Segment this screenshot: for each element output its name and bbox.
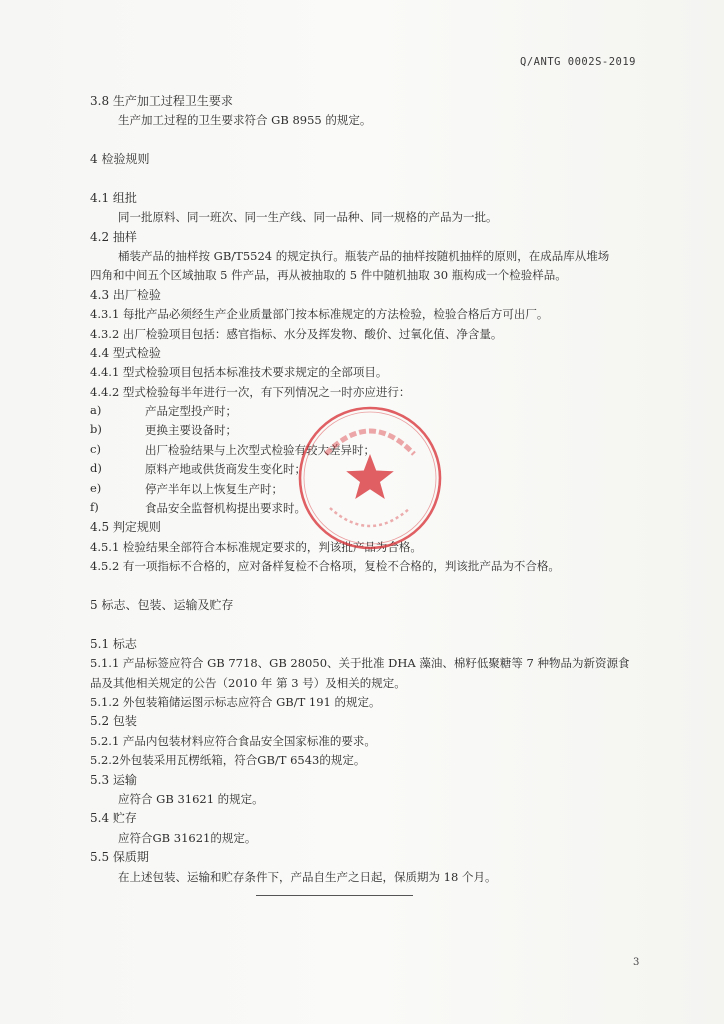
list-item-text: 停产半年以上恢复生产时； (145, 482, 283, 496)
section-5-4-text: 应符合GB 31621的规定。 (118, 831, 257, 845)
section-5-1-title: 5.1 标志 (90, 637, 137, 651)
section-4-1-text: 同一批原料、同一班次、同一生产线、同一品种、同一规格的产品为一批。 (118, 210, 498, 224)
list-item-text: 产品定型投产时； (145, 404, 237, 418)
list-item-text: 原料产地或供货商发生变化时； (145, 462, 306, 476)
section-3-8-text: 生产加工过程的卫生要求符合 GB 8955 的规定。 (118, 113, 372, 127)
section-4-5-1: 4.5.1 检验结果全部符合本标准规定要求的，判该批产品为合格。 (90, 540, 422, 554)
section-4-4-title: 4.4 型式检验 (90, 346, 161, 360)
section-3-8-title: 3.8 生产加工过程卫生要求 (90, 94, 233, 108)
section-5-title: 5 标志、包装、运输及贮存 (90, 598, 234, 612)
section-5-2-2: 5.2.2外包装采用瓦楞纸箱，符合GB/T 6543的规定。 (90, 753, 366, 767)
section-4-2-title: 4.2 抽样 (90, 230, 137, 244)
section-4-5-2: 4.5.2 有一项指标不合格的，应对备样复检不合格项，复检不合格的，判该批产品为不合格。 (90, 559, 560, 573)
section-5-2-title: 5.2 包装 (90, 714, 137, 728)
section-4-2-text-line2: 四角和中间五个区域抽取 5 件产品，再从被抽取的 5 件中随机抽取 30 瓶构成一个检验样品。 (90, 268, 567, 282)
section-4-3-title: 4.3 出厂检验 (90, 288, 161, 302)
list-item-text: 更换主要设备时； (145, 423, 237, 437)
end-rule (256, 895, 413, 896)
section-5-3-title: 5.3 运输 (90, 773, 137, 787)
company-seal-icon (296, 404, 444, 552)
section-4-title: 4 检验规则 (90, 152, 150, 166)
list-item-text: 出厂检验结果与上次型式检验有较大差异时； (145, 443, 375, 457)
document-code: Q/ANTG 0002S-2019 (520, 56, 636, 68)
list-item-text: 食品安全监督机构提出要求时。 (145, 501, 306, 515)
section-5-3-text: 应符合 GB 31621 的规定。 (118, 792, 264, 806)
section-4-3-2: 4.3.2 出厂检验项目包括：感官指标、水分及挥发物、酸价、过氧化值、净含量。 (90, 327, 503, 341)
list-item-label: a) (90, 403, 102, 417)
section-5-1-1-line2: 品及其他相关规定的公告（2010 年 第 3 号）及相关的规定。 (90, 676, 406, 690)
section-5-1-2: 5.1.2 外包装箱储运图示标志应符合 GB/T 191 的规定。 (90, 695, 381, 709)
section-4-5-title: 4.5 判定规则 (90, 520, 161, 534)
list-item-label: b) (90, 422, 102, 436)
section-4-4-1: 4.4.1 型式检验项目包括本标准技术要求规定的全部项目。 (90, 365, 388, 379)
seal-number-arc (330, 508, 410, 526)
section-5-1-1-line1: 5.1.1 产品标签应符合 GB 7718、GB 28050、关于批准 DHA 藻油、棉籽低聚糖等 7 种物品为新资源食 (90, 656, 630, 670)
list-item-label: d) (90, 461, 102, 475)
section-4-3-1: 4.3.1 每批产品必须经生产企业质量部门按本标准规定的方法检验，检验合格后方可出厂。 (90, 307, 549, 321)
seal-text-arc (326, 431, 414, 454)
list-item-label: c) (90, 442, 101, 456)
list-item-label: e) (90, 481, 102, 495)
section-5-4-title: 5.4 贮存 (90, 811, 137, 825)
section-4-2-text-line1: 桶装产品的抽样按 GB/T5524 的规定执行。瓶装产品的抽样按随机抽样的原则，在成品库从堆场 (118, 249, 610, 263)
list-item-label: f) (90, 500, 99, 514)
section-5-5-title: 5.5 保质期 (90, 850, 149, 864)
section-4-1-title: 4.1 组批 (90, 191, 137, 205)
section-4-4-2: 4.4.2 型式检验每半年进行一次，有下列情况之一时亦应进行： (90, 385, 411, 399)
section-5-2-1: 5.2.1 产品内包装材料应符合食品安全国家标准的要求。 (90, 734, 376, 748)
section-5-5-text: 在上述包装、运输和贮存条件下，产品自生产之日起，保质期为 18 个月。 (118, 870, 497, 884)
page-number: 3 (633, 957, 640, 968)
seal-star-icon (346, 454, 394, 499)
